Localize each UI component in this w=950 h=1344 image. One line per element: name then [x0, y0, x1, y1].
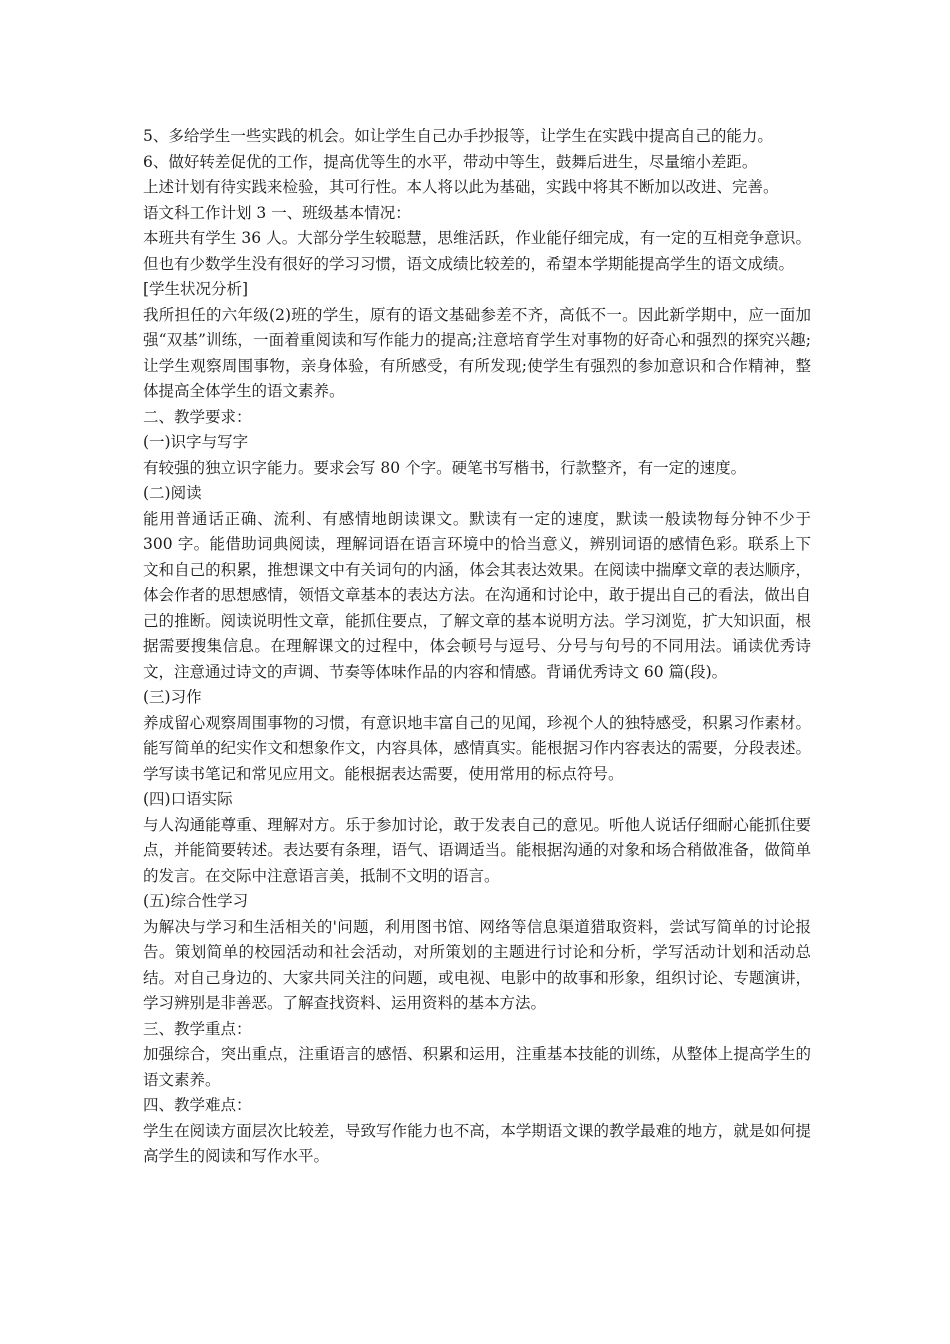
- oral-paragraph: 与人沟通能尊重、理解对方。乐于参加讨论，敢于发表自己的意见。听他人说话仔细耐心能抓住要点，并能简要转述。表达要有条理，语气、语调适当。能根据沟通的对象和场合稍做准备，做简单的发言。在交际中注意语言美，抵制不文明的语言。: [143, 815, 811, 885]
- writing-paragraph: 养成留心观察周围事物的习惯，有意识地丰富自己的见闻，珍视个人的独特感受，积累习作素材。能写简单的纪实作文和想象作文，内容具体，感情真实。能根据习作内容表达的需要，分段表述。学写读书笔记和常见应用文。能根据表达需要，使用常用的标点符号。: [143, 713, 811, 783]
- literacy-paragraph: 有较强的独立识字能力。要求会写 80 个字。硬笔书写楷书，行款整齐，有一定的速度。: [143, 458, 747, 477]
- subheading-integrated: (五)综合性学习: [143, 892, 249, 910]
- subheading-literacy: (一)识字与写字: [143, 433, 249, 451]
- closing-paragraph: 上述计划有待实践来检验，其可行性。本人将以此为基础，实践中将其不断加以改进、完善。: [143, 178, 779, 196]
- section-heading-plan-3: 语文科工作计划 3 一、班级基本情况：: [143, 203, 411, 222]
- section-heading-requirements: 二、教学要求：: [143, 407, 252, 426]
- subheading-writing: (三)习作: [143, 688, 202, 706]
- list-item-5: 5、多给学生一些实践的机会。如让学生自己办手抄报等，让学生在实践中提高自己的能力。: [143, 127, 773, 145]
- class-overview-paragraph: 本班共有学生 36 人。大部分学生较聪慧，思维活跃，作业能仔细完成，有一定的互相竞争意识。但也有少数学生没有很好的学习习惯，语文成绩比较差的，希望本学期能提高学生的语文成绩。: [143, 229, 811, 273]
- subheading-oral: (四)口语实际: [143, 790, 233, 808]
- difficulties-paragraph: 学生在阅读方面层次比较差，导致写作能力也不高，本学期语文课的教学最难的地方，就是如何提高学生的阅读和写作水平。: [143, 1121, 811, 1165]
- integrated-paragraph: 为解决与学习和生活相关的'问题，利用图书馆、网络等信息渠道猎取资料，尝试写简单的讨论报告。策划简单的校园活动和社会活动，对所策划的主题进行讨论和分析，学写活动计划和活动总结。对自己身边的、大家共同关注的问题，或电视、电影中的故事和形象，组织讨论、专题演讲，学习辨别是非善恶。了解查找资料、运用资料的基本方法。: [143, 917, 811, 1012]
- list-item-6: 6、做好转差促优的工作，提高优等生的水平，带动中等生，鼓舞后进生，尽量缩小差距。: [143, 152, 758, 171]
- document-body: [143, 124, 811, 1170]
- student-analysis-paragraph: 我所担任的六年级(2)班的学生，原有的语文基础参差不齐，高低不一。因此新学期中，应一面加强“双基”训练，一面着重阅读和写作能力的提高;注意培育学生对事物的好奇心和强烈的探究兴趣;让学生观察周围事物，亲身体验，有所感受，有所发现;使学生有强烈的参加意识和合作精神，整体提高全体学生的语文素养。: [143, 305, 811, 400]
- subheading-student-analysis: [学生状况分析]: [143, 280, 249, 298]
- reading-paragraph: 能用普通话正确、流利、有感情地朗读课文。默读有一定的速度，默读一般读物每分钟不少于 300 字。能借助词典阅读，理解词语在语言环境中的恰当意义，辨别词语的感情色彩。联系上下文和自己的积累，推想课文中有关词句的内涵，体会其表达效果。在阅读中揣摩文章的表达顺序，体会作者的思想感情，领悟文章基本的表达方法。在沟通和讨论中，敢于提出自己的看法，做出自己的推断。阅读说明性文章，能抓住要点，了解文章的基本说明方法。学习浏览，扩大知识面，根据需要搜集信息。在理解课文的过程中，体会顿号与逗号、分号与句号的不同用法。诵读优秀诗文，注意通过诗文的声调、节奏等体味作品的内容和情感。背诵优秀诗文 60 篇(段)。: [143, 509, 811, 681]
- subheading-reading: (二)阅读: [143, 484, 202, 502]
- key-points-paragraph: 加强综合，突出重点，注重语言的感悟、积累和运用，注重基本技能的训练，从整体上提高学生的语文素养。: [143, 1045, 811, 1089]
- section-heading-key-points: 三、教学重点：: [143, 1019, 252, 1038]
- section-heading-difficulties: 四、教学难点：: [143, 1096, 252, 1114]
